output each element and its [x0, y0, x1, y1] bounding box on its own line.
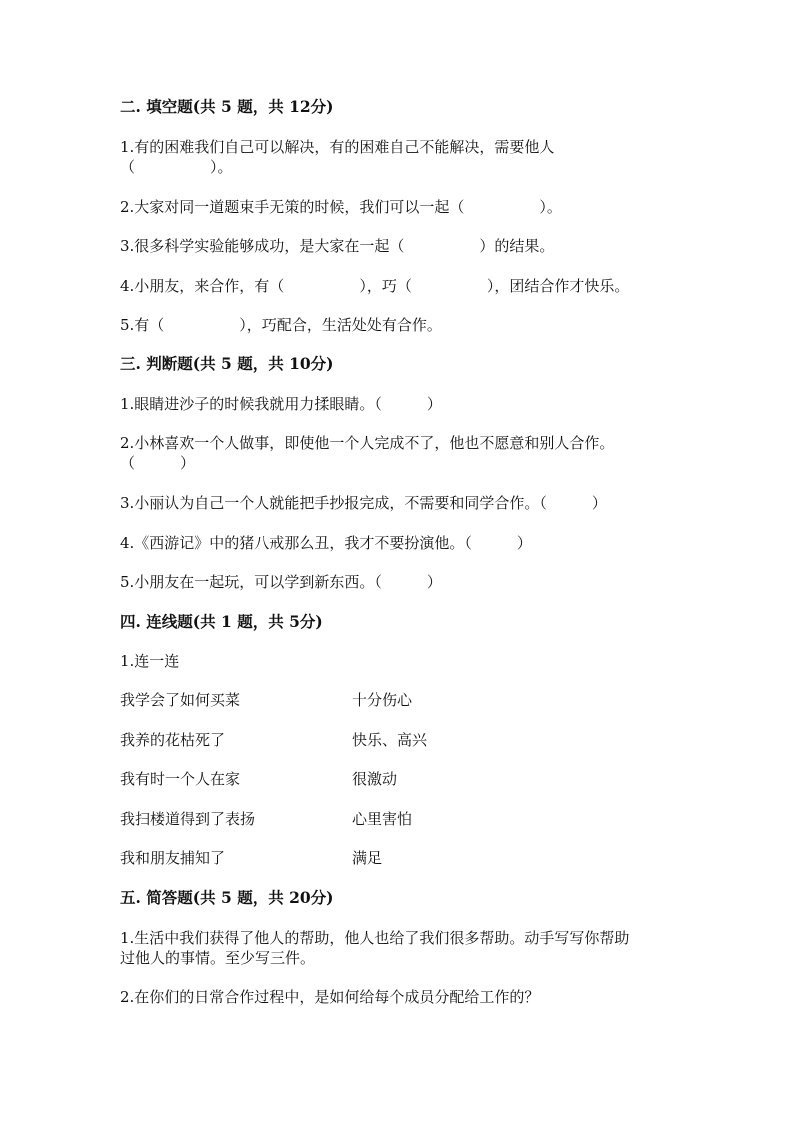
matching-question-1: 1.连一连	[120, 652, 180, 670]
fill-question-1-line-2: （ ）。	[120, 158, 233, 176]
judge-question-1: 1.眼睛进沙子的时候我就用力揉眼睛。（ ）	[120, 395, 442, 413]
section-3-title: 三. 判断题(共 5 题，共 10分)	[120, 354, 334, 373]
short-answer-question-1-line-1: 1.生活中我们获得了他人的帮助，他人也给了我们很多帮助。动手写写你帮助	[120, 929, 630, 947]
fill-question-1-line-1: 1.有的困难我们自己可以解决，有的困难自己不能解决，需要他人	[120, 138, 555, 156]
matching-right-item: 十分伤心	[352, 691, 413, 709]
matching-left-item: 我养的花枯死了	[120, 731, 226, 749]
judge-question-2-line-2: （ ）	[120, 454, 196, 472]
judge-question-5: 5.小朋友在一起玩，可以学到新东西。（ ）	[120, 573, 442, 591]
section-2-title: 二. 填空题(共 5 题，共 12分)	[120, 97, 334, 116]
matching-left-item: 我学会了如何买菜	[120, 691, 241, 709]
judge-question-2-line-1: 2.小林喜欢一个人做事，即使他一个人完成不了，他也不愿意和别人合作。	[120, 434, 615, 452]
fill-question-4: 4.小朋友，来合作，有（ ），巧（ ），团结合作才快乐。	[120, 277, 630, 295]
fill-question-3: 3.很多科学实验能够成功，是大家在一起（ ）的结果。	[120, 237, 555, 255]
short-answer-question-2: 2.在你们的日常合作过程中，是如何给每个成员分配给工作的？	[120, 988, 540, 1006]
matching-right-item: 快乐、高兴	[352, 731, 428, 749]
matching-left-item: 我扫楼道得到了表扬	[120, 810, 256, 828]
fill-question-2: 2.大家对同一道题束手无策的时候，我们可以一起（ ）。	[120, 198, 562, 216]
matching-right-item: 很激动	[352, 770, 398, 788]
judge-question-3: 3.小丽认为自己一个人就能把手抄报完成，不需要和同学合作。（ ）	[120, 494, 607, 512]
judge-question-4: 4.《西游记》中的猪八戒那么丑，我才不要扮演他。（ ）	[120, 534, 532, 552]
matching-right-item: 满足	[352, 849, 383, 867]
matching-left-item: 我和朋友捕知了	[120, 849, 226, 867]
section-5-title: 五. 简答题(共 5 题，共 20分)	[120, 888, 334, 907]
matching-left-item: 我有时一个人在家	[120, 770, 241, 788]
matching-right-item: 心里害怕	[352, 810, 413, 828]
section-4-title: 四. 连线题(共 1 题，共 5分)	[120, 612, 323, 631]
fill-question-5: 5.有（ ），巧配合，生活处处有合作。	[120, 316, 442, 334]
short-answer-question-1-line-2: 过他人的事情。至少写三件。	[120, 949, 316, 967]
